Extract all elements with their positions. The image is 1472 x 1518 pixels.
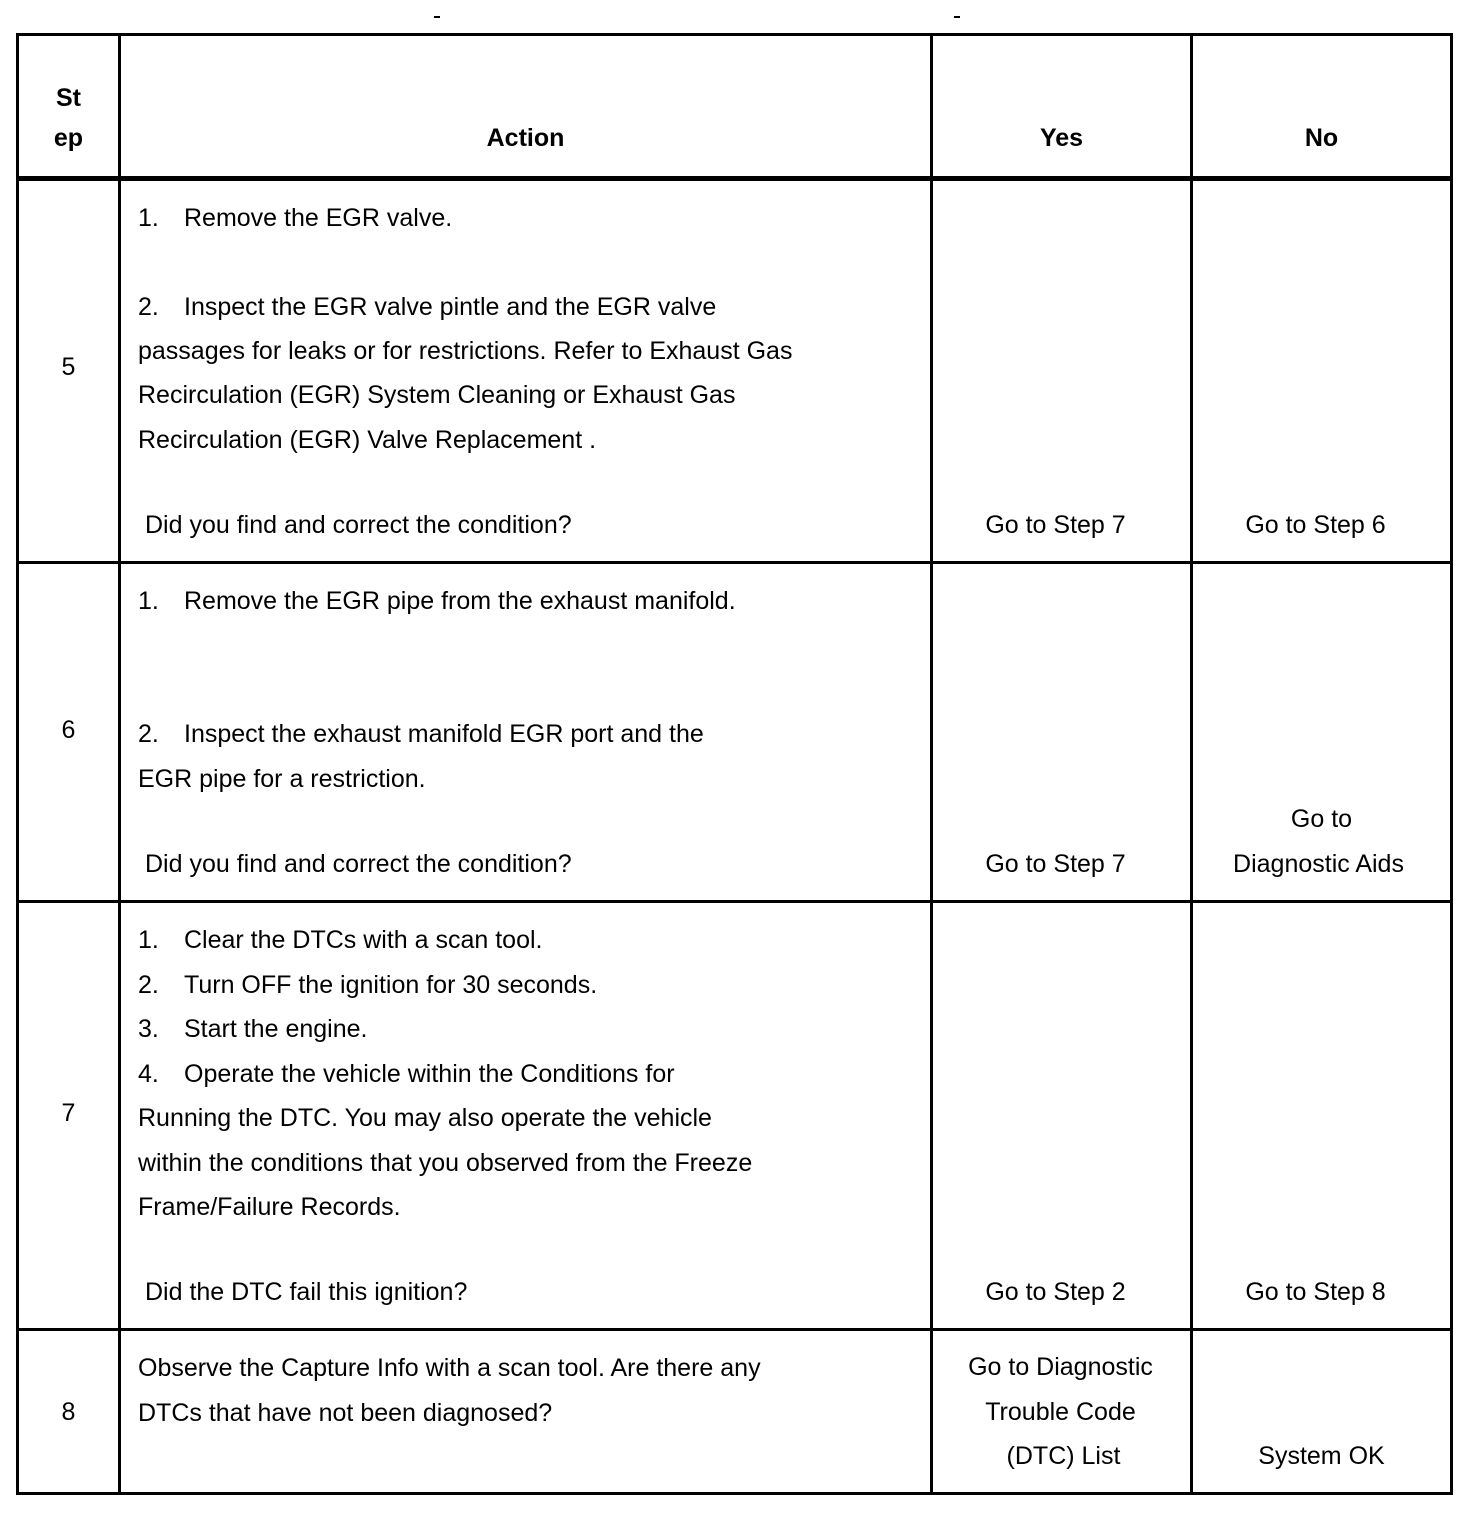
no-result-line-1: Go to — [1290, 805, 1353, 833]
action-item-2 — [138, 970, 597, 1000]
item-number: 1. — [138, 204, 159, 232]
step-cell — [18, 1330, 120, 1494]
action-item-3 — [138, 1014, 367, 1044]
step-row-8 — [18, 1330, 1452, 1494]
step-number: 5 — [61, 353, 76, 381]
item-text: Inspect the EGR valve pintle and the EGR valve — [184, 293, 717, 321]
yes-result-line-2: Trouble Code — [985, 1398, 1136, 1426]
action-cell — [120, 179, 932, 563]
action-item-1 — [138, 586, 736, 616]
item-number: 2. — [138, 971, 159, 999]
step-number: 8 — [61, 1398, 76, 1426]
header-step — [19, 78, 118, 158]
header-step-line-2: ep — [53, 124, 84, 152]
action-cell — [120, 902, 932, 1330]
action-question: Did you find and correct the condition? — [145, 850, 572, 878]
yes-cell — [932, 1330, 1192, 1494]
no-cell — [1192, 1330, 1452, 1494]
yes-result: Go to Step 7 — [985, 511, 1126, 539]
action-continuation: Running the DTC. You may also operate the vehicle — [138, 1104, 712, 1132]
item-text: Remove the EGR pipe from the exhaust manifold. — [184, 587, 736, 615]
yes-result-line-3: (DTC) List — [1006, 1442, 1121, 1470]
step-row-5 — [18, 179, 1452, 563]
item-number: 2. — [138, 293, 159, 321]
item-text: Remove the EGR valve. — [184, 204, 453, 232]
step-cell — [18, 563, 120, 902]
item-text: Start the engine. — [184, 1015, 368, 1043]
no-result-line-2: Diagnostic Aids — [1233, 850, 1404, 878]
item-text: Inspect the exhaust manifold EGR port and the — [184, 720, 704, 748]
header-no: No — [1304, 124, 1339, 152]
yes-result-line-1: Go to Diagnostic — [968, 1353, 1153, 1381]
diagnostic-table — [16, 33, 1453, 1495]
yes-cell — [932, 902, 1192, 1330]
action-text-line-2: DTCs that have not been diagnosed? — [138, 1399, 553, 1427]
header-yes: Yes — [1039, 124, 1084, 152]
top-mark-right — [954, 16, 960, 18]
no-cell — [1192, 563, 1452, 902]
header-step-line-1: St — [56, 84, 81, 112]
header-action-cell — [120, 35, 932, 179]
header-step-cell — [18, 35, 120, 179]
no-result: System OK — [1258, 1442, 1385, 1470]
item-number: 3. — [138, 1015, 159, 1043]
step-row-7 — [18, 902, 1452, 1330]
no-cell — [1192, 902, 1452, 1330]
item-number: 2. — [138, 720, 159, 748]
step-number: 6 — [61, 716, 76, 744]
step-number: 7 — [61, 1099, 76, 1127]
action-item-4 — [138, 1059, 675, 1089]
step-row-6 — [18, 563, 1452, 902]
top-mark-left — [434, 16, 440, 18]
action-item-1 — [138, 925, 542, 955]
action-continuation: Recirculation (EGR) System Cleaning or Exhaust Gas — [138, 381, 736, 409]
header-yes-cell — [932, 35, 1192, 179]
header-no-cell — [1192, 35, 1452, 179]
action-continuation: passages for leaks or for restrictions. Refer to Exhaust Gas — [138, 337, 793, 365]
item-text: Operate the vehicle within the Conditions for — [184, 1060, 675, 1088]
step-cell — [18, 179, 120, 563]
action-question: Did the DTC fail this ignition? — [145, 1278, 468, 1306]
header-row — [18, 35, 1452, 179]
action-continuation: Frame/Failure Records. — [138, 1193, 401, 1221]
action-item-1 — [138, 203, 452, 233]
action-item-2 — [138, 719, 704, 749]
yes-result: Go to Step 2 — [985, 1278, 1126, 1306]
action-continuation: within the conditions that you observed from the Freeze — [138, 1149, 753, 1177]
item-text: Clear the DTCs with a scan tool. — [184, 926, 543, 954]
action-continuation: EGR pipe for a restriction. — [138, 765, 426, 793]
step-cell — [18, 902, 120, 1330]
no-result: Go to Step 8 — [1245, 1278, 1386, 1306]
action-cell — [120, 1330, 932, 1494]
no-cell — [1192, 179, 1452, 563]
item-number: 1. — [138, 926, 159, 954]
no-result: Go to Step 6 — [1245, 511, 1386, 539]
item-number: 4. — [138, 1060, 159, 1088]
yes-cell — [932, 179, 1192, 563]
item-number: 1. — [138, 587, 159, 615]
action-item-2 — [138, 292, 716, 322]
action-continuation: Recirculation (EGR) Valve Replacement . — [138, 426, 597, 454]
action-question: Did you find and correct the condition? — [145, 511, 572, 539]
header-action: Action — [486, 124, 565, 152]
action-cell — [120, 563, 932, 902]
yes-cell — [932, 563, 1192, 902]
action-text-line-1: Observe the Capture Info with a scan tool. Are there any — [138, 1354, 761, 1382]
item-text: Turn OFF the ignition for 30 seconds. — [184, 971, 598, 999]
yes-result: Go to Step 7 — [985, 850, 1126, 878]
